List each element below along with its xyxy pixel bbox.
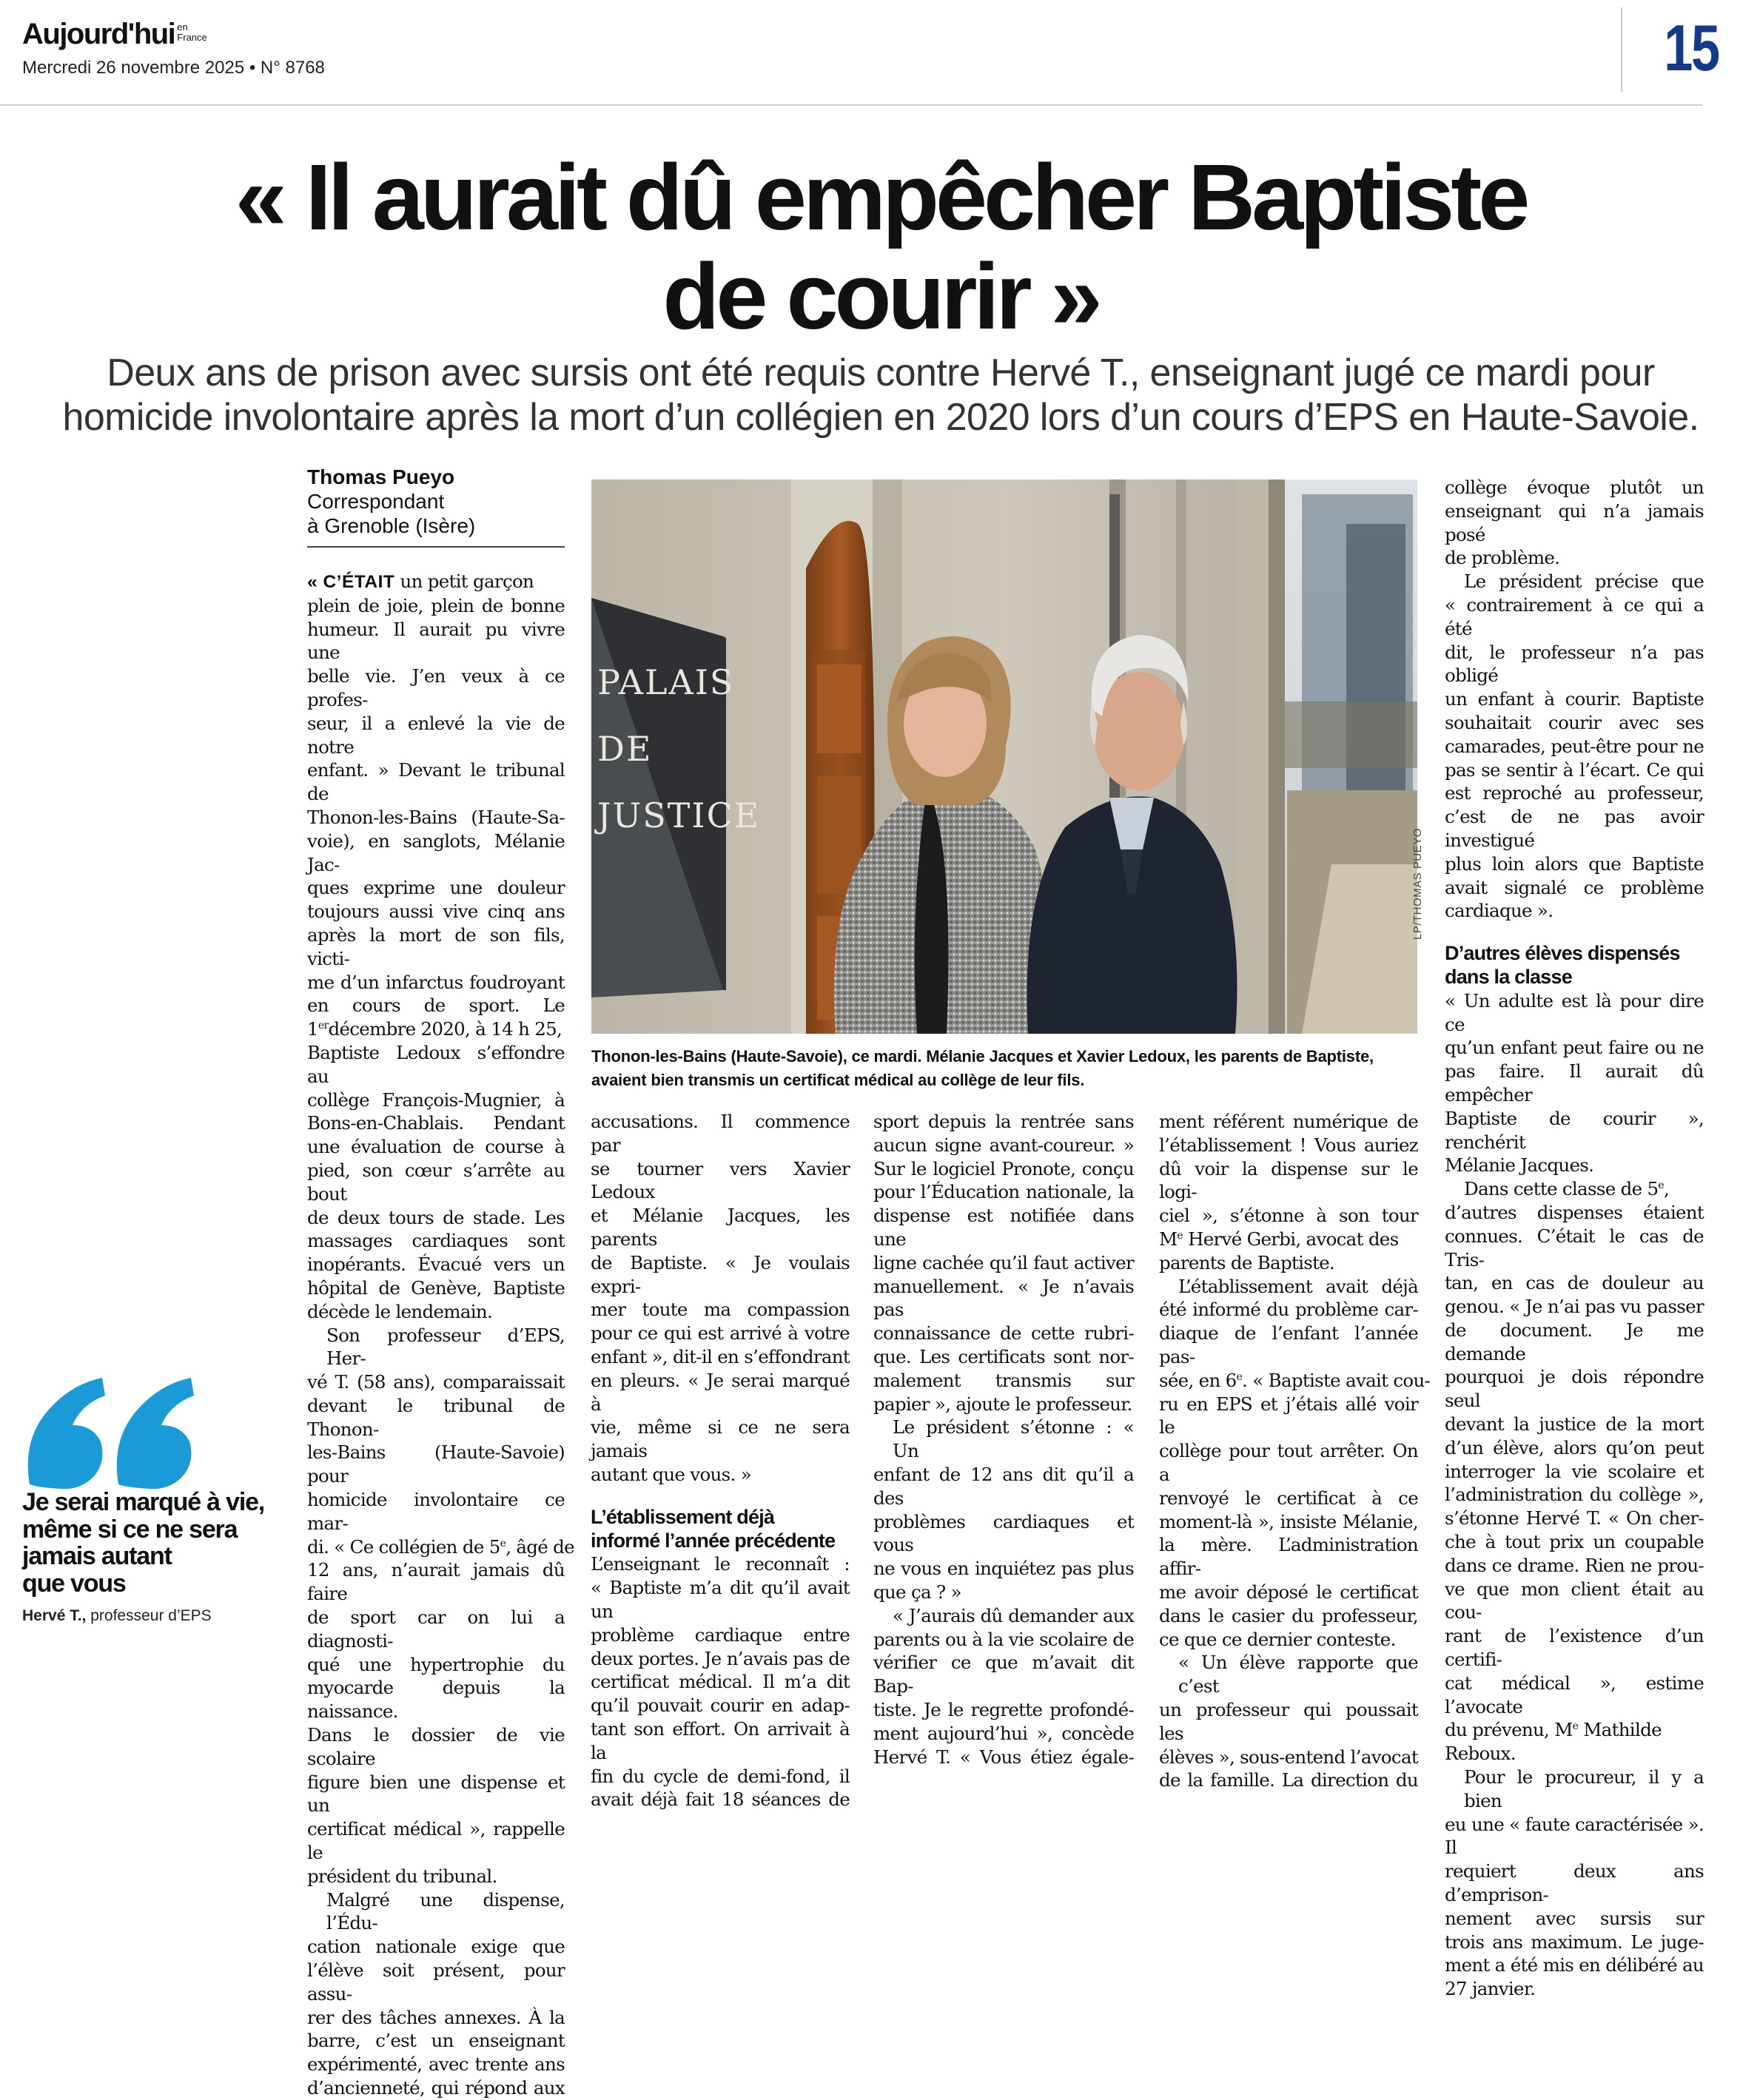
text-line: Baptiste Ledoux s’effondre au	[307, 1041, 565, 1087]
text-line: pied, son cœur s’arrête au bout	[307, 1159, 565, 1205]
superscript: e	[500, 1537, 506, 1549]
text-line: accusations. Il commence par	[591, 1111, 850, 1156]
attribution-role: professeur d’EPS	[86, 1607, 212, 1624]
headline	[44, 145, 1717, 349]
text-line: genou. « Je n’ai pas vu passer	[1445, 1296, 1704, 1318]
text-line: « Un adulte est là pour dire ce	[1445, 989, 1704, 1035]
masthead-logo	[22, 18, 207, 51]
sign-text: PALAIS	[597, 662, 735, 702]
attribution-name: Hervé T.,	[22, 1607, 87, 1624]
headline-line: de courir »	[662, 244, 1099, 349]
text-line	[1445, 1177, 1704, 1201]
issue-date: Mercredi 26 novembre 2025 • N° 8768	[22, 58, 325, 78]
text-line: parents de Baptiste.	[1159, 1251, 1335, 1273]
headline-line: « Il aurait dû empêcher Baptiste	[235, 145, 1527, 249]
text-line: certificat médical. Il m’a dit	[591, 1671, 850, 1693]
text-line: enfant. » Devant le tribunal de	[307, 759, 565, 805]
text-line: hôpital de Genève, Baptiste	[307, 1276, 565, 1299]
text-line: et Mélanie Jacques, les parents	[591, 1205, 850, 1250]
text-line: Bons-en-Chablais. Pendant	[307, 1112, 565, 1134]
text-line: problème cardiaque entre	[591, 1623, 850, 1646]
text-line: qu’un enfant peut faire ou ne	[1445, 1037, 1704, 1059]
text-line: enfant de 12 ans dit qu’il a des	[873, 1463, 1134, 1509]
text-line: me d’un infarctus foudroyant	[307, 971, 565, 993]
text-line: ligne cachée qu’il faut activer	[873, 1251, 1134, 1273]
text-line: Dans le dossier de vie scolaire	[307, 1724, 565, 1769]
text-line: barre, c’est un enseignant	[307, 2030, 565, 2052]
courthouse-photo	[591, 479, 1417, 1034]
text-fragment: du prévenu, M	[1445, 1719, 1573, 1741]
text-fragment: ,	[1663, 1178, 1670, 1200]
text-line: « J’aurais dû demander aux	[893, 1604, 1134, 1626]
quote-mark-svg	[22, 1373, 200, 1492]
superscript: e	[1572, 1720, 1579, 1733]
text-line: tant son effort. On arrivait à la	[591, 1717, 850, 1763]
text-line: que. Les certificats sont nor-	[873, 1345, 1134, 1367]
text-line: tan, en cas de douleur au	[1445, 1272, 1704, 1294]
caption-line: Thonon-les-Bains (Haute-Savoie), ce mardi. Mélanie Jacques et Xavier Ledoux, les parents de Baptiste,	[591, 1047, 1374, 1066]
sign-text: DE	[597, 729, 653, 769]
text-line: collège pour tout arrêter. On a	[1159, 1440, 1418, 1485]
text-line: rer des tâches annexes. À la	[307, 2006, 565, 2028]
text-line: figure bien une dispense et un	[307, 1771, 565, 1817]
text-line: aucun signe avant-coureur. »	[873, 1134, 1134, 1156]
text-line: massages cardiaques sont	[307, 1230, 565, 1252]
text-line: pas se sentir à l’écart. Ce qui	[1445, 758, 1704, 781]
text-line	[307, 570, 565, 594]
text-line: une évaluation de course à	[307, 1136, 565, 1158]
text-line: malement transmis sur	[873, 1369, 1134, 1391]
text-fragment: . « Baptiste avait cou-	[1242, 1369, 1431, 1391]
text-line: de la famille. La direction du	[1159, 1769, 1418, 1791]
byline	[307, 465, 565, 538]
text-line: collège François-Mugnier, à	[307, 1088, 565, 1111]
text-line: toujours aussi vive cinq ans	[307, 901, 565, 923]
author-name: Thomas Pueyo	[307, 465, 455, 488]
logo-text: Aujourd'hui	[22, 18, 175, 50]
article-photo	[591, 479, 1417, 1034]
text-line: devant la justice de la mort	[1445, 1413, 1704, 1436]
text-line: se tourner vers Xavier Ledoux	[591, 1157, 850, 1203]
text-line: tiste. Je le regrette profondé-	[873, 1698, 1134, 1720]
author-location: à Grenoble (Isère)	[307, 514, 476, 537]
text-line: inopérants. Évacué vers un	[307, 1253, 565, 1276]
text-line: été informé du problème car-	[1159, 1299, 1418, 1321]
text-line: parents ou à la vie scolaire de	[873, 1628, 1134, 1650]
text-line: de document. Je me demande	[1445, 1319, 1704, 1364]
text-fragment: un petit garçon	[394, 571, 534, 592]
subheading: dans la classe	[1445, 965, 1572, 988]
text-line: renvoyé le certificat à ce	[1159, 1487, 1418, 1509]
text-fragment: di. « Ce collégien de 5	[307, 1535, 500, 1558]
text-line: vie, même si ce ne sera jamais	[591, 1416, 850, 1462]
article-column-5	[1445, 476, 1704, 2000]
text-line: fin du cycle de demi-fond, il	[591, 1765, 850, 1787]
pull-quote-line: jamais autant	[22, 1542, 172, 1570]
text-line: pourquoi je dois répondre seul	[1445, 1366, 1704, 1412]
text-line: président du tribunal.	[307, 1865, 497, 1887]
text-line	[1445, 1718, 1704, 1742]
subheading: D’autres élèves dispensés	[1445, 942, 1680, 965]
text-line: ve que mon client était au cou-	[1445, 1578, 1704, 1623]
pull-quote-line: Je serai marqué à vie,	[22, 1488, 265, 1516]
text-line: Le président s’étonne : « Un	[893, 1416, 1134, 1462]
text-line: dit, le professeur n’a pas obligé	[1445, 641, 1704, 687]
pull-quote	[22, 1489, 296, 1597]
subheading: informé l’année précédente	[591, 1529, 836, 1552]
text-line: problèmes cardiaques et vous	[873, 1510, 1134, 1556]
text-line: de problème.	[1445, 547, 1560, 569]
subheading: L’établissement déjà	[591, 1505, 775, 1528]
text-line: Son professeur d’EPS, Her-	[326, 1324, 565, 1370]
byline-rule	[307, 546, 565, 548]
text-line: « Un élève rapporte que c’est	[1178, 1652, 1418, 1697]
text-line: l’établissement ! Vous auriez	[1159, 1134, 1418, 1156]
text-line: devant le tribunal de Thonon-	[307, 1394, 565, 1440]
text-line: cardiaque ».	[1445, 900, 1554, 922]
spacer	[591, 1487, 850, 1506]
text-line: s’étonne Hervé T. « On cher-	[1445, 1507, 1704, 1529]
text-fragment: Dans cette classe de 5	[1464, 1178, 1659, 1200]
text-line: un enfant à courir. Baptiste	[1445, 688, 1704, 710]
text-line: qué une hypertrophie du	[307, 1653, 565, 1675]
text-line: ciel », s’étonne à son tour	[1159, 1205, 1418, 1227]
text-line: sport depuis la rentrée sans	[873, 1111, 1134, 1132]
text-line: ques exprime une douleur	[307, 877, 565, 899]
header-divider	[1621, 7, 1622, 92]
caption-line: avaient bien transmis un certificat médical au collège de leur fils.	[591, 1071, 1085, 1089]
text-line: avait signalé ce problème	[1445, 876, 1704, 898]
text-line: nement avec sursis sur	[1445, 1907, 1704, 1929]
logo-suffix-en: en	[177, 21, 188, 33]
text-fragment: Hervé Gerbi, avocat des	[1182, 1228, 1399, 1250]
photo-credit: LP/THOMAS PUEYO	[1411, 828, 1424, 940]
text-line	[307, 1017, 565, 1041]
text-fragment: décembre 2020, à 14 h 25,	[328, 1018, 562, 1040]
sign-text: JUSTICE	[597, 795, 761, 835]
text-fragment: sée, en 6	[1159, 1369, 1237, 1391]
text-line	[307, 1535, 574, 1559]
text-line: manuellement. « Je n’avais pas	[873, 1275, 1134, 1321]
text-line: Reboux.	[1445, 1743, 1516, 1765]
text-line: Le président précise que	[1464, 571, 1704, 593]
text-line: de deux tours de stade. Les	[307, 1206, 565, 1228]
article-column-3	[873, 1110, 1134, 1768]
superscript: er	[318, 1019, 329, 1032]
text-line: la mère. L’administration affir-	[1159, 1534, 1418, 1580]
superscript: e	[1177, 1229, 1183, 1242]
text-line: 27 janvier.	[1445, 1978, 1536, 2000]
logo-suffix-france: France	[177, 32, 207, 43]
text-line: camarades, peut-être pour ne	[1445, 735, 1704, 757]
photo-caption	[591, 1045, 1435, 1092]
text-line: « Baptiste m’a dit qu’il avait un	[591, 1577, 850, 1622]
text-line: vérifier ce que m’avait dit Bap-	[873, 1652, 1134, 1697]
article-column-4	[1159, 1110, 1431, 1791]
text-line: papier », ajoute le professeur.	[873, 1393, 1132, 1415]
text-line: que ça ? »	[873, 1581, 961, 1603]
standfirst-line: homicide involontaire après la mort d’un collégien en 2020 lors d’un cours d’EPS en Haute-Savoie.	[62, 396, 1699, 439]
pull-quote-line: même si ce ne sera	[22, 1515, 238, 1544]
text-line: d’un élève, alors qu’on peut	[1445, 1436, 1704, 1458]
text-line: enfant », dit-il en s’effondrant	[591, 1345, 850, 1367]
text-line: après la mort de son fils, victi-	[307, 923, 565, 969]
quote-mark-icon	[22, 1373, 200, 1492]
article-column-1	[307, 570, 574, 2099]
article-column-2	[591, 1110, 850, 1811]
text-line: myocarde depuis la naissance.	[307, 1677, 565, 1723]
kicker: C’ÉTAIT	[323, 572, 395, 592]
text-line: Mélanie Jacques.	[1445, 1154, 1594, 1177]
text-line: belle vie. J’en veux à ce profes-	[307, 665, 565, 710]
spacer	[1445, 923, 1704, 942]
text-line: pour l’Éducation nationale, la	[873, 1181, 1134, 1203]
text-line: cat médical », estime l’avocate	[1445, 1672, 1704, 1717]
text-line: élèves », sous-entend l’avocat	[1159, 1746, 1418, 1768]
text-line: homicide involontaire ce mar-	[307, 1489, 565, 1534]
text-line: Pour le procureur, il y a bien	[1464, 1766, 1704, 1811]
text-line: voie), en sanglots, Mélanie Jac-	[307, 829, 565, 875]
text-line: humeur. Il aurait pu vivre une	[307, 618, 565, 664]
text-line: requiert deux ans d’emprison-	[1445, 1860, 1704, 1906]
text-line: qu’il pouvait courir en adap-	[591, 1695, 850, 1717]
text-line: vé T. (58 ans), comparaissait	[307, 1371, 565, 1393]
pull-quote-attribution	[22, 1607, 212, 1625]
text-line: de sport car on lui a diagnosti-	[307, 1606, 565, 1652]
text-line: en pleurs. « Je serai marqué à	[591, 1369, 850, 1415]
header-rule	[0, 104, 1702, 106]
text-line: Sur le logiciel Pronote, conçu	[873, 1157, 1134, 1179]
text-line: ru en EPS et j’étais allé voir le	[1159, 1393, 1418, 1438]
text-line: trois ans maximum. Le juge-	[1445, 1931, 1704, 1953]
standfirst-line: Deux ans de prison avec sursis ont été requis contre Hervé T., enseignant jugé ce mardi pour	[107, 351, 1655, 394]
text-line	[1159, 1228, 1418, 1251]
text-line: plein de joie, plein de bonne	[307, 594, 565, 616]
text-line	[1159, 1369, 1431, 1393]
text-line: en cours de sport. Le	[307, 995, 565, 1017]
text-line: de Baptiste. « Je voulais expri-	[591, 1251, 850, 1297]
text-line: diaque de l’enfant l’année pas-	[1159, 1322, 1418, 1367]
superscript: e	[1658, 1179, 1664, 1191]
text-line: ment a été mis en délibéré au	[1445, 1954, 1704, 1976]
text-line: me avoir déposé le certificat	[1159, 1581, 1418, 1603]
text-line: rant de l’existence d’un certifi-	[1445, 1625, 1704, 1671]
text-line: eu une « faute caractérisée ». Il	[1445, 1813, 1704, 1859]
text-line: Malgré une dispense, l’Édu-	[326, 1888, 565, 1934]
text-line: Baptiste de courir », renchérit	[1445, 1107, 1704, 1153]
text-line: « contrairement à ce qui a été	[1445, 593, 1704, 639]
text-line: l’élève soit présent, pour assu-	[307, 1959, 565, 2005]
text-line: ment aujourd’hui », concède	[873, 1722, 1134, 1744]
text-line: l’administration du collège »,	[1445, 1484, 1704, 1506]
text-line: expérimenté, avec trente ans	[307, 2053, 565, 2076]
text-line: d’autres dispenses étaient	[1445, 1201, 1704, 1223]
text-line: Hervé T. « Vous étiez égale-	[873, 1746, 1134, 1768]
kicker-quote: «	[307, 572, 323, 592]
superscript: e	[1236, 1370, 1243, 1383]
logo-suffix	[177, 22, 206, 43]
text-line: che à tout prix un coupable	[1445, 1531, 1704, 1553]
text-line: dû voir la dispense sur le logi-	[1159, 1157, 1418, 1203]
text-fragment: , âgé de	[506, 1535, 574, 1558]
text-line: un professeur qui poussait les	[1159, 1698, 1418, 1744]
author-role: Correspondant	[307, 490, 445, 513]
text-line: L’établissement avait déjà	[1178, 1275, 1418, 1297]
text-line: cation nationale exige que	[307, 1936, 565, 1958]
text-line: dans le casier du professeur,	[1159, 1604, 1418, 1626]
text-line: mer toute ma compassion	[591, 1299, 850, 1321]
text-line: moment-là », insiste Mélanie,	[1159, 1510, 1418, 1532]
text-line: pas faire. Il aurait dû empêcher	[1445, 1060, 1704, 1105]
text-line: ne vous en inquiétez pas plus	[873, 1558, 1134, 1580]
pull-quote-line: que vous	[22, 1569, 126, 1598]
text-line: deux portes. Je n’avais pas de	[591, 1647, 850, 1669]
text-line: dispense est notifiée dans une	[873, 1205, 1134, 1250]
text-line: d’ancienneté, qui répond aux	[307, 2077, 565, 2099]
text-line: Thonon-les-Bains (Haute-Sa-	[307, 806, 565, 828]
text-line: 12 ans, n’aurait jamais dû faire	[307, 1559, 565, 1605]
page-number: 15	[1664, 11, 1719, 84]
standfirst	[30, 351, 1732, 440]
text-line: interroger la vie scolaire et	[1445, 1460, 1704, 1482]
text-line: autant que vous. »	[591, 1463, 751, 1485]
text-line: les-Bains (Haute-Savoie) pour	[307, 1441, 565, 1487]
text-line: c’est de ne pas avoir investigué	[1445, 806, 1704, 851]
text-line: plus loin alors que Baptiste	[1445, 852, 1704, 875]
text-line: seur, il a enlevé la vie de notre	[307, 712, 565, 758]
text-fragment: Mathilde	[1578, 1719, 1662, 1741]
text-line: ment référent numérique de	[1159, 1111, 1418, 1132]
text-line: enseignant qui n’a jamais posé	[1445, 499, 1704, 545]
text-line: souhaitait courir avec ses	[1445, 711, 1704, 733]
text-line: ce que ce dernier conteste.	[1159, 1628, 1396, 1650]
text-line: L’enseignant le reconnaît :	[591, 1553, 850, 1575]
text-line: dans ce drame. Rien ne prou-	[1445, 1554, 1704, 1576]
text-line: connaissance de cette rubri-	[873, 1322, 1134, 1345]
text-fragment: M	[1159, 1228, 1178, 1250]
text-fragment: 1	[307, 1018, 318, 1040]
text-line: certificat médical », rappelle le	[307, 1818, 565, 1864]
text-line: connues. C’était le cas de Tris-	[1445, 1225, 1704, 1271]
text-line: est reproché au professeur,	[1445, 782, 1704, 804]
text-line: pour ce qui est arrivé à votre	[591, 1322, 850, 1345]
text-line: avait déjà fait 18 séances de	[591, 1788, 850, 1811]
text-line: collège évoque plutôt un	[1445, 477, 1704, 498]
text-line: décède le lendemain.	[307, 1300, 493, 1322]
